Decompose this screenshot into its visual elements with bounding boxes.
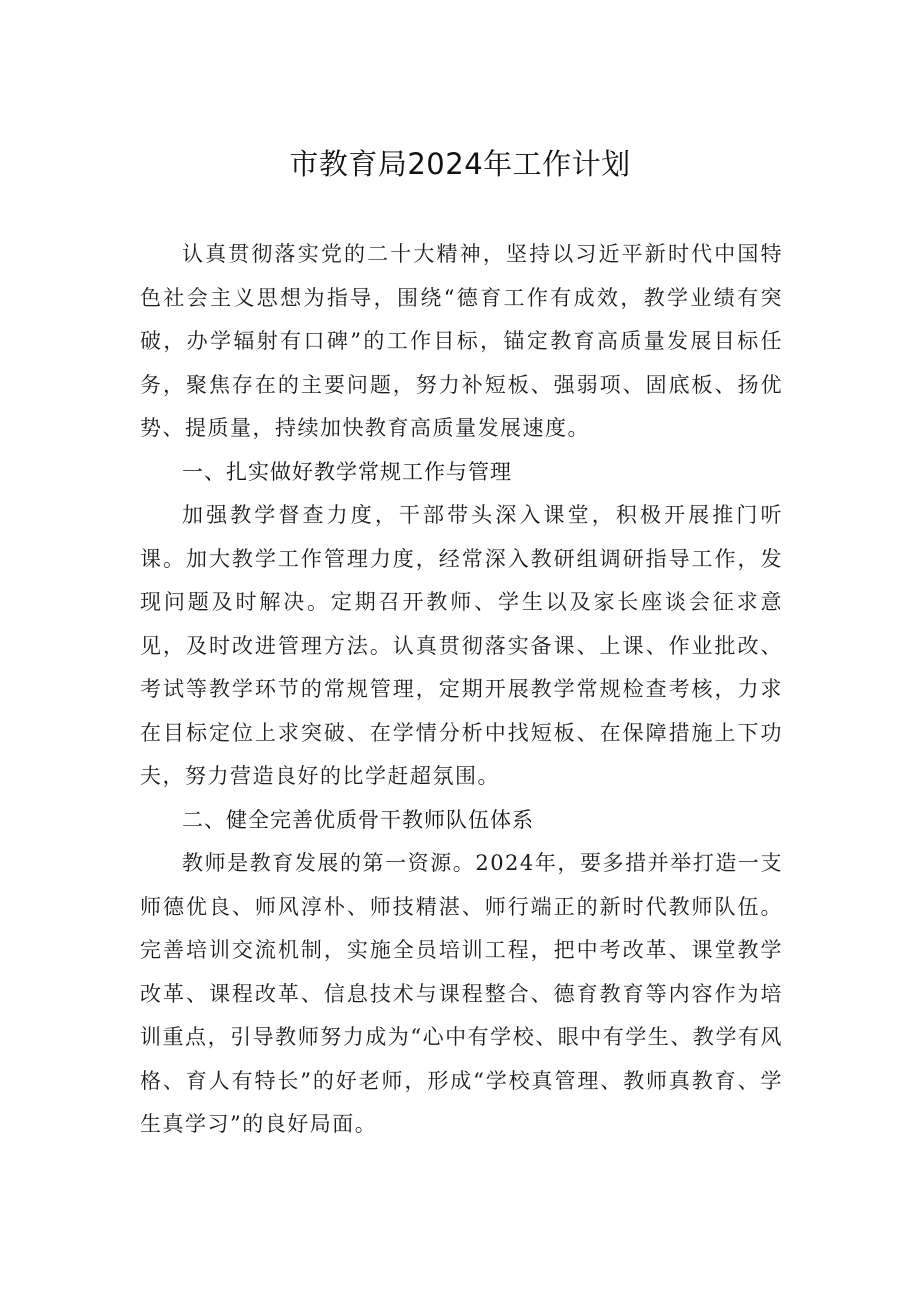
document-body: [140, 233, 783, 1147]
document-title: 市教育局2024年工作计划: [289, 147, 631, 181]
section-paragraph-2: 教师是教育发展的第一资源。2024年，要多措并举打造一支师德优良、师风淳朴、师技精湛、师行端正的新时代教师队伍。完善培训交流机制，实施全员培训工程，把中考改革、课堂教学改革、课程改革、信息技术与课程整合、德育教育等内容作为培训重点，引导教师努力成为“心中有学校、眼中有学生、教学有风格、育人有特长”的好老师，形成“学校真管理、教师真教育、学生真学习”的良好局面。: [140, 851, 783, 1136]
section-paragraph-1: 加强教学督查力度，干部带头深入课堂，积极开展推门听课。加大教学工作管理力度，经常深入教研组调研指导工作，发现问题及时解决。定期召开教师、学生以及家长座谈会征求意见，及时改进管理方法。认真贯彻落实备课、上课、作业批改、考试等教学环节的常规管理，定期开展教学常规检查考核，力求在目标定位上求突破、在学情分析中找短板、在保障措施上下功夫，努力营造良好的比学赶超氛围。: [140, 503, 783, 788]
intro-paragraph: 认真贯彻落实党的二十大精神，坚持以习近平新时代中国特色社会主义思想为指导，围绕“德育工作有成效，教学业绩有突破，办学辐射有口碑”的工作目标，锚定教育高质量发展目标任务，聚焦存在的主要问题，努力补短板、强弱项、固底板、扬优势、提质量，持续加快教育高质量发展速度。: [140, 242, 783, 440]
section-heading-1: 一、扎实做好教学常规工作与管理: [182, 459, 512, 484]
section-heading-2: 二、健全完善优质骨干教师队伍体系: [182, 807, 534, 832]
